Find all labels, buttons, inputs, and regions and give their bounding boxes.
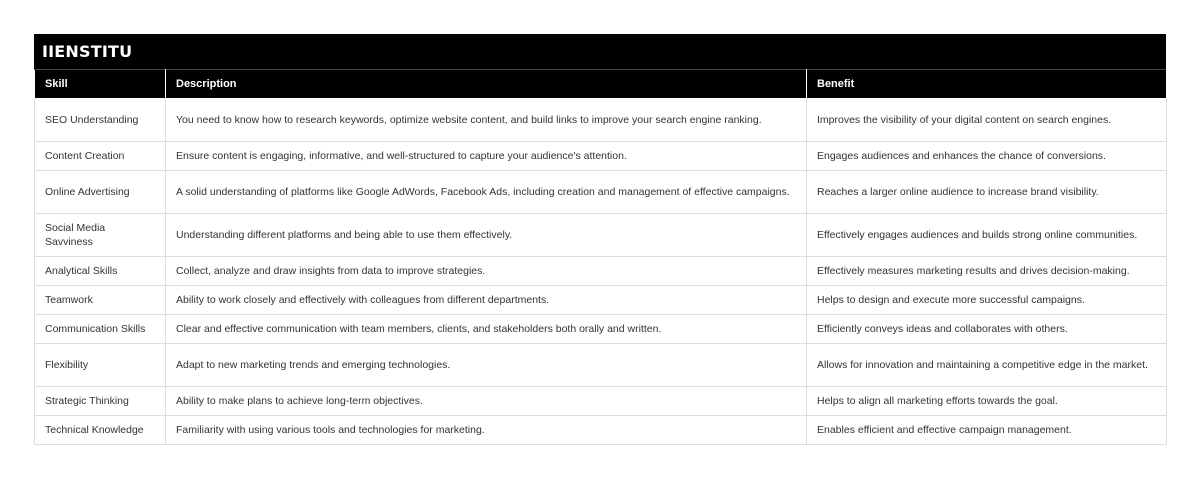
skills-table-container: [34, 34, 1166, 445]
description-cell: You need to know how to research keywords, optimize website content, and build links to improve your search engine ranking.: [166, 99, 807, 142]
table-row: [35, 387, 1167, 416]
table-row: [35, 142, 1167, 171]
benefit-cell: Reaches a larger online audience to increase brand visibility.: [807, 171, 1167, 214]
description-cell: Familiarity with using various tools and technologies for marketing.: [166, 416, 807, 445]
skill-cell: Flexibility: [35, 344, 166, 387]
benefit-cell: Engages audiences and enhances the chance of conversions.: [807, 142, 1167, 171]
skill-cell: Strategic Thinking: [35, 387, 166, 416]
description-cell: Clear and effective communication with team members, clients, and stakeholders both orally and written.: [166, 315, 807, 344]
skill-cell: Teamwork: [35, 286, 166, 315]
description-cell: Adapt to new marketing trends and emerging technologies.: [166, 344, 807, 387]
benefit-cell: Efficiently conveys ideas and collaborates with others.: [807, 315, 1167, 344]
skill-cell: Content Creation: [35, 142, 166, 171]
table-row: [35, 257, 1167, 286]
benefit-cell: Effectively measures marketing results and drives decision-making.: [807, 257, 1167, 286]
skill-cell: Online Advertising: [35, 171, 166, 214]
benefit-cell: Allows for innovation and maintaining a competitive edge in the market.: [807, 344, 1167, 387]
table-row: [35, 344, 1167, 387]
benefit-cell: Helps to align all marketing efforts towards the goal.: [807, 387, 1167, 416]
benefit-cell: Helps to design and execute more successful campaigns.: [807, 286, 1167, 315]
column-header-description: Description: [166, 70, 807, 99]
description-cell: Ability to work closely and effectively with colleagues from different departments.: [166, 286, 807, 315]
skill-cell: Analytical Skills: [35, 257, 166, 286]
table-row: [35, 99, 1167, 142]
description-cell: Collect, analyze and draw insights from data to improve strategies.: [166, 257, 807, 286]
skill-cell: Communication Skills: [35, 315, 166, 344]
table-row: [35, 171, 1167, 214]
benefit-cell: Effectively engages audiences and builds strong online communities.: [807, 214, 1167, 257]
description-cell: Ensure content is engaging, informative, and well-structured to capture your audience's attention.: [166, 142, 807, 171]
table-row: [35, 315, 1167, 344]
skill-cell: Technical Knowledge: [35, 416, 166, 445]
benefit-cell: Enables efficient and effective campaign management.: [807, 416, 1167, 445]
skills-table: [34, 69, 1167, 445]
description-cell: Ability to make plans to achieve long-term objectives.: [166, 387, 807, 416]
benefit-cell: Improves the visibility of your digital content on search engines.: [807, 99, 1167, 142]
brand-title: IIENSTITU: [34, 34, 1166, 69]
column-header-skill: Skill: [35, 70, 166, 99]
table-header-row: [35, 70, 1167, 99]
table-row: [35, 214, 1167, 257]
table-row: [35, 286, 1167, 315]
description-cell: A solid understanding of platforms like Google AdWords, Facebook Ads, including creation and management of effective campaigns.: [166, 171, 807, 214]
column-header-benefit: Benefit: [807, 70, 1167, 99]
skill-cell: SEO Understanding: [35, 99, 166, 142]
description-cell: Understanding different platforms and being able to use them effectively.: [166, 214, 807, 257]
table-row: [35, 416, 1167, 445]
skill-cell: Social Media Savviness: [35, 214, 166, 257]
